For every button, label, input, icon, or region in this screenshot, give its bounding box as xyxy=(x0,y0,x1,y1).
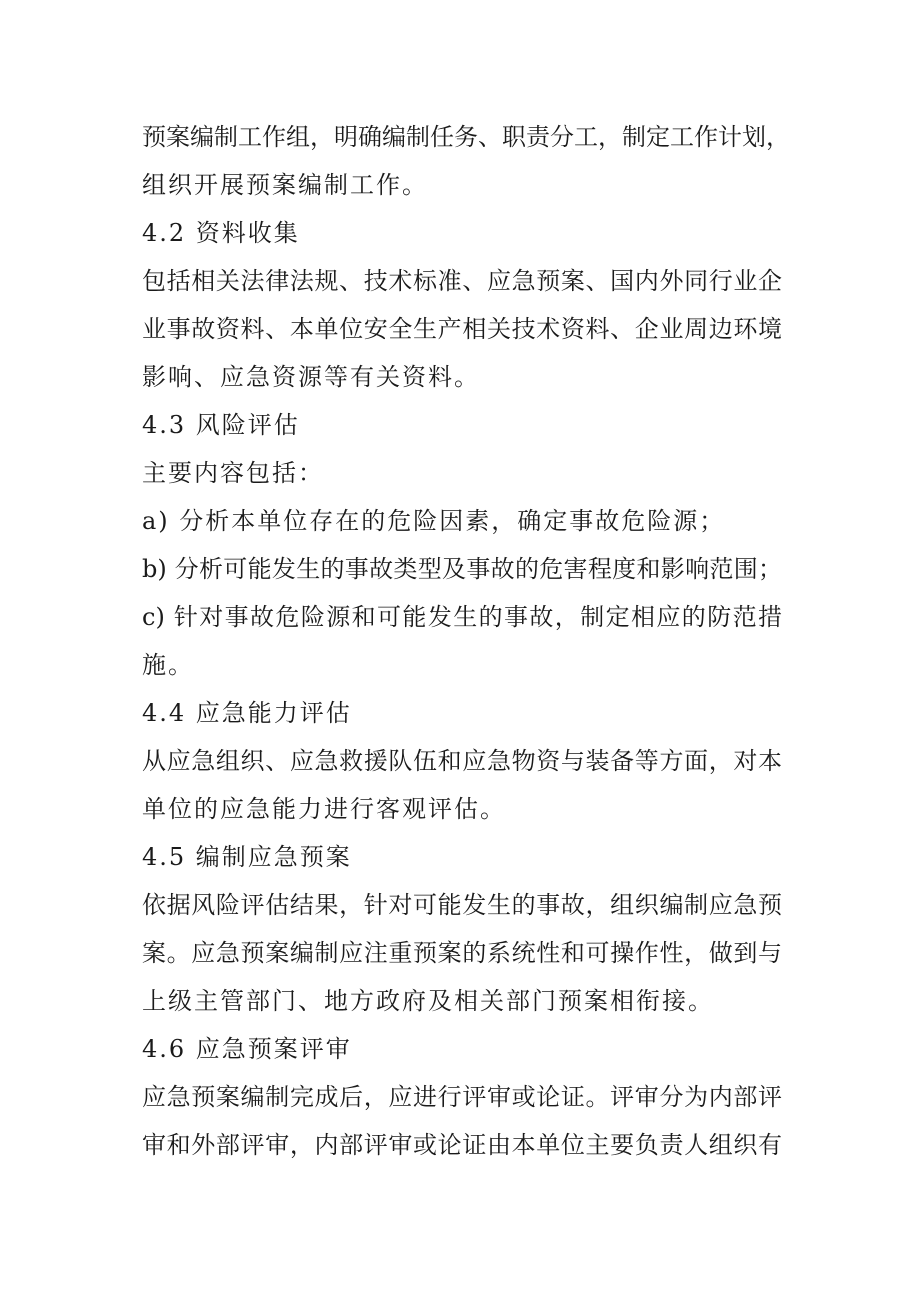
paragraph-line: 上级主管部门、地方政府及相关部门预案相衔接。 xyxy=(142,987,714,1015)
paragraph-line: 应急预案编制完成后，应进行评审或论证。评审分为内部评 xyxy=(142,1083,782,1111)
paragraph-line: 业事故资料、本单位安全生产相关技术资料、企业周边环境 xyxy=(142,315,782,343)
paragraph-line: 预案编制工作组，明确编制任务、职责分工，制定工作计划， xyxy=(142,123,790,151)
paragraph-line: 主要内容包括： xyxy=(142,459,324,487)
paragraph-line: 组织开展预案编制工作。 xyxy=(142,171,428,199)
paragraph-line: 影响、应急资源等有关资料。 xyxy=(142,363,480,391)
paragraph-line: 依据风险评估结果，针对可能发生的事故，组织编制应急预 xyxy=(142,891,782,919)
section-heading-4-2: 4.2 资料收集 xyxy=(142,219,300,247)
section-heading-4-3: 4.3 风险评估 xyxy=(142,411,300,439)
paragraph-line: 从应急组织、应急救援队伍和应急物资与装备等方面，对本 xyxy=(142,747,782,775)
list-item-a: a) 分析本单位存在的危险因素，确定事故危险源； xyxy=(142,507,726,535)
list-item-c-continued: 施。 xyxy=(142,651,194,679)
section-heading-4-6: 4.6 应急预案评审 xyxy=(142,1035,352,1063)
paragraph-line: 审和外部评审，内部评审或论证由本单位主要负责人组织有 xyxy=(142,1131,782,1159)
paragraph-line: 包括相关法律法规、技术标准、应急预案、国内外同行业企 xyxy=(142,267,782,295)
list-item-b: b) 分析可能发生的事故类型及事故的危害程度和影响范围； xyxy=(142,555,782,583)
section-heading-4-4: 4.4 应急能力评估 xyxy=(142,699,352,727)
section-heading-4-5: 4.5 编制应急预案 xyxy=(142,843,352,871)
paragraph-line: 案。应急预案编制应注重预案的系统性和可操作性，做到与 xyxy=(142,939,782,967)
paragraph-line: 单位的应急能力进行客观评估。 xyxy=(142,795,506,823)
list-item-c: c) 针对事故危险源和可能发生的事故，制定相应的防范措 xyxy=(142,603,782,631)
